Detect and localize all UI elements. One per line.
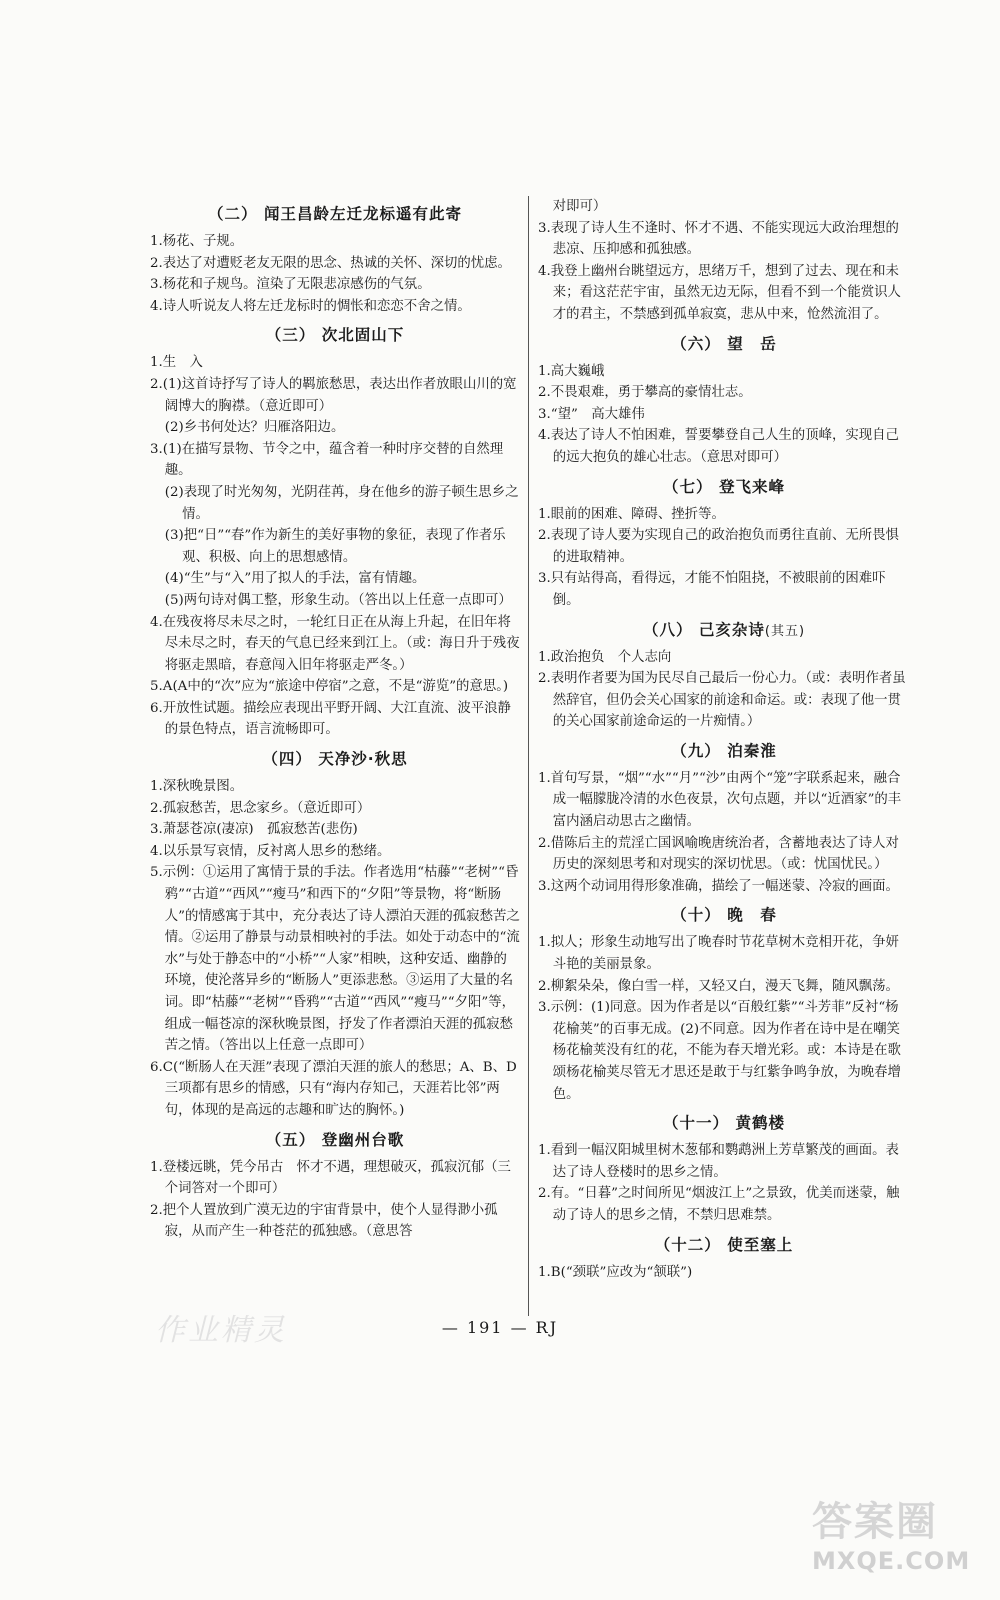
page-footer: — 191 — RJ bbox=[441, 1318, 559, 1337]
answer-item: 3.这两个动词用得形象准确，描绘了一幅迷蒙、冷寂的画面。 bbox=[538, 878, 899, 894]
answer-item: 6.开放性试题。描绘应表现出平野开阔、大江直流、波平浪静的景色特点，语言流畅即可。 bbox=[150, 700, 511, 738]
answer-item: 1.B(“颈联”应改为“颔联”) bbox=[538, 1264, 693, 1280]
answer-item: 6.C(“断肠人在天涯”表现了漂泊天涯的旅人的愁思；A、B、D三项都有思乡的情感，只有“海内存知己，天涯若比邻”两句，体现的是高远的志趣和旷达的胸怀。) bbox=[150, 1059, 517, 1118]
answer-item: 3.(1)在描写景物、节令之中，蕴含着一种时序交替的自然理趣。 bbox=[150, 441, 504, 479]
answer-item: 2.柳絮朵朵，像白雪一样，又轻又白，漫天飞舞，随风飘荡。 bbox=[538, 978, 899, 994]
answer-item: 1.杨花、子规。 bbox=[150, 234, 244, 249]
section-3-title: （三） 次北固山下 bbox=[265, 326, 405, 345]
answer-item: 5.A(A中的“次”应为“旅途中停宿”之意，不是“游览”的意思。) bbox=[150, 679, 509, 695]
section-4-title: （四） 天净沙·秋思 bbox=[262, 750, 408, 769]
watermark-logo bbox=[812, 1490, 972, 1582]
watermark-logo-cn: 答案圈 bbox=[812, 1499, 938, 1545]
section-10-title: （十） 晚 春 bbox=[671, 906, 777, 925]
answer-item: 2.孤寂愁苦，思念家乡。（意近即可） bbox=[150, 800, 371, 816]
section-8-title-note: (其五) bbox=[764, 623, 806, 639]
watermark-logo-en: MXQE.COM bbox=[812, 1547, 971, 1575]
right-column bbox=[538, 196, 910, 1283]
answer-subitem: (3)把“日”“春”作为新生的美好事物的象征，表现了作者乐观、积极、向上的思想感情。 bbox=[164, 528, 506, 565]
answer-subitem: (4)“生”与“入”用了拟人的手法，富有情趣。 bbox=[164, 571, 426, 587]
answer-item: 1.眼前的困难、障碍、挫折等。 bbox=[538, 506, 725, 522]
section-6-title: （六） 望 岳 bbox=[671, 334, 777, 353]
section-7-title: （七） 登飞来峰 bbox=[663, 477, 785, 496]
answer-item: 3.示例：(1)同意。因为作者是以“百般红紫”“斗芳菲”反衬“杨花榆荚”的百事无成。(2)不同意。因为作者在诗中是在嘲笑杨花榆荚没有红的花，不能为春天增光彩。或：本诗是在歌颂杨花榆荚尽管无才思还是敢于与红紫争鸣争放，为晚春增色。 bbox=[538, 1000, 901, 1102]
answer-item: 4.在残夜将尽未尽之时，一轮红日正在从海上升起，在旧年将尽未尽之时，春天的气息已经来到江上。（或：海日升于残夜将驱走黑暗，春意闯入旧年将驱走严冬。） bbox=[150, 614, 520, 673]
answer-item: 4.诗人听说友人将左迁龙标时的惆怅和恋恋不舍之情。 bbox=[150, 298, 471, 314]
answer-item: 2.把个人置放到广漠无边的宇宙背景中，使个人显得渺小孤寂，从而产生一种苍茫的孤独感。（意思答 bbox=[150, 1202, 498, 1240]
section-12-title: （十二） 使至塞上 bbox=[654, 1235, 794, 1254]
column-divider bbox=[528, 196, 529, 1316]
section-9-title: （九） 泊秦淮 bbox=[671, 741, 777, 760]
answer-subitem: (2)表现了时光匆匆，光阴荏苒，身在他乡的游子顿生思乡之情。 bbox=[164, 484, 519, 522]
answer-item: 1.高大巍峨 bbox=[538, 363, 605, 379]
answer-item: 3.“望” 高大雄伟 bbox=[538, 406, 645, 422]
section-5-title: （五） 登幽州台歌 bbox=[265, 1130, 405, 1149]
answer-item: 3.表现了诗人生不逢时、怀才不遇、不能实现远大政治理想的悲凉、压抑感和孤独感。 bbox=[538, 220, 899, 258]
answer-item: 5.示例：①运用了寓情于景的手法。作者选用“枯藤”“老树”“昏鸦”“古道”“西风”“瘦马”和西下的“夕阳”等景物，将“断肠人”的情感寓于其中，充分表达了诗人漂泊天涯的孤寂愁苦之情。②运用了静景与动景相映衬的手法。如处于动态中的“流水”与处于静态中的“小桥”“人家”相映，这种安适、幽静的环境，使沦落异乡的“断肠人”更添悲愁。③运用了大量的名词。即“枯藤”“老树”“昏鸦”“古道”“西风”“瘦马”“夕阳”等，组成一幅苍凉的深秋晚景图，抒发了作者漂泊天涯的孤寂愁苦之情。（答出以上任意一点即可） bbox=[150, 865, 520, 1054]
answer-item: 2.不畏艰难，勇于攀高的豪情壮志。 bbox=[538, 385, 752, 401]
answer-item: 1.首句写景，“烟”“水”“月”“沙”由两个“笼”字联系起来，融合成一幅朦胧冷清的水色夜景，次句点题，并以“近酒家”的丰富内涵启动思古之幽情。 bbox=[538, 770, 902, 830]
answer-item: 1.拟人；形象生动地写出了晚春时节花草树木竞相开花，争妍斗艳的美丽景象。 bbox=[538, 935, 899, 973]
answer-item: 2.表达了对遭贬老友无限的思念、热诚的关怀、深切的忧虑。 bbox=[150, 255, 511, 271]
answer-subitem: (2)乡书何处达？归雁洛阳边。 bbox=[164, 420, 345, 436]
answer-item: 4.表达了诗人不怕困难，誓要攀登自己人生的顶峰，实现自己的远大抱负的雄心壮志。（意思对即可） bbox=[538, 428, 899, 465]
section-2-title: （二） 闻王昌龄左迁龙标遥有此寄 bbox=[208, 205, 462, 223]
section-11-title: （十一） 黄鹤楼 bbox=[663, 1114, 785, 1133]
answer-item: 1.看到一幅汉阳城里树木葱郁和鹦鹉洲上芳草繁茂的画面。表达了诗人登楼时的思乡之情。 bbox=[538, 1143, 899, 1180]
section-8-title bbox=[538, 618, 910, 640]
answer-item: 3.萧瑟苍凉(凄凉) 孤寂愁苦(悲伤) bbox=[150, 822, 358, 838]
left-column bbox=[150, 196, 520, 1243]
answer-item: 1.生 入 bbox=[150, 355, 203, 371]
answer-continuation: 对即可） bbox=[552, 199, 607, 214]
answer-item: 3.只有站得高，看得远，才能不怕阻挠，不被眼前的困难吓倒。 bbox=[538, 571, 886, 608]
answer-item: 1.登楼远眺，凭今吊古 怀才不遇，理想破灭，孤寂沉郁（三个词答对一个即可） bbox=[150, 1159, 511, 1197]
answer-item: 3.杨花和子规鸟。渲染了无限悲凉感伤的气氛。 bbox=[150, 277, 431, 293]
answer-item: 4.以乐景写哀情，反衬离人思乡的愁绪。 bbox=[150, 843, 391, 859]
answer-item: 1.政治抱负 个人志向 bbox=[538, 649, 672, 665]
answer-subitem: (5)两句诗对偶工整，形象生动。（答出以上任意一点即可） bbox=[164, 592, 512, 608]
answer-item: 2.有。“日暮”之时间所见“烟波江上”之景致，优美而迷蒙，触动了诗人的思乡之情，不禁归思难禁。 bbox=[538, 1186, 900, 1223]
answer-item: 2.(1)这首诗抒写了诗人的羁旅愁思，表达出作者放眼山川的宽阔博大的胸襟。（意近即可） bbox=[150, 376, 517, 414]
answer-item: 2.借陈后主的荒淫亡国讽喻晚唐统治者，含蓄地表达了诗人对历史的深刻思考和对现实的深切忧思。（或：忧国忧民。） bbox=[538, 835, 899, 873]
section-8-title-main: （八） 己亥杂诗 bbox=[642, 620, 765, 639]
answer-item: 2.表现了诗人要为实现自己的政治抱负而勇往直前、无所畏惧的进取精神。 bbox=[538, 528, 899, 565]
answer-item: 2.表明作者要为国为民尽自己最后一份心力。（或：表明作者虽然辞官，但仍会关心国家的前途和命运。或：表现了他一贯的关心国家前途命运的一片痴情。） bbox=[538, 671, 906, 730]
watermark-text: 作业精灵 bbox=[155, 1313, 287, 1348]
answer-item: 1.深秋晚景图。 bbox=[150, 779, 244, 795]
answer-item: 4.我登上幽州台眺望远方，思绪万千，想到了过去、现在和未来；看这茫茫宇宙，虽然无边无际，但看不到一个能赏识人才的君主，不禁感到孤单寂寞，悲从中来，怆然流泪了。 bbox=[538, 263, 901, 322]
